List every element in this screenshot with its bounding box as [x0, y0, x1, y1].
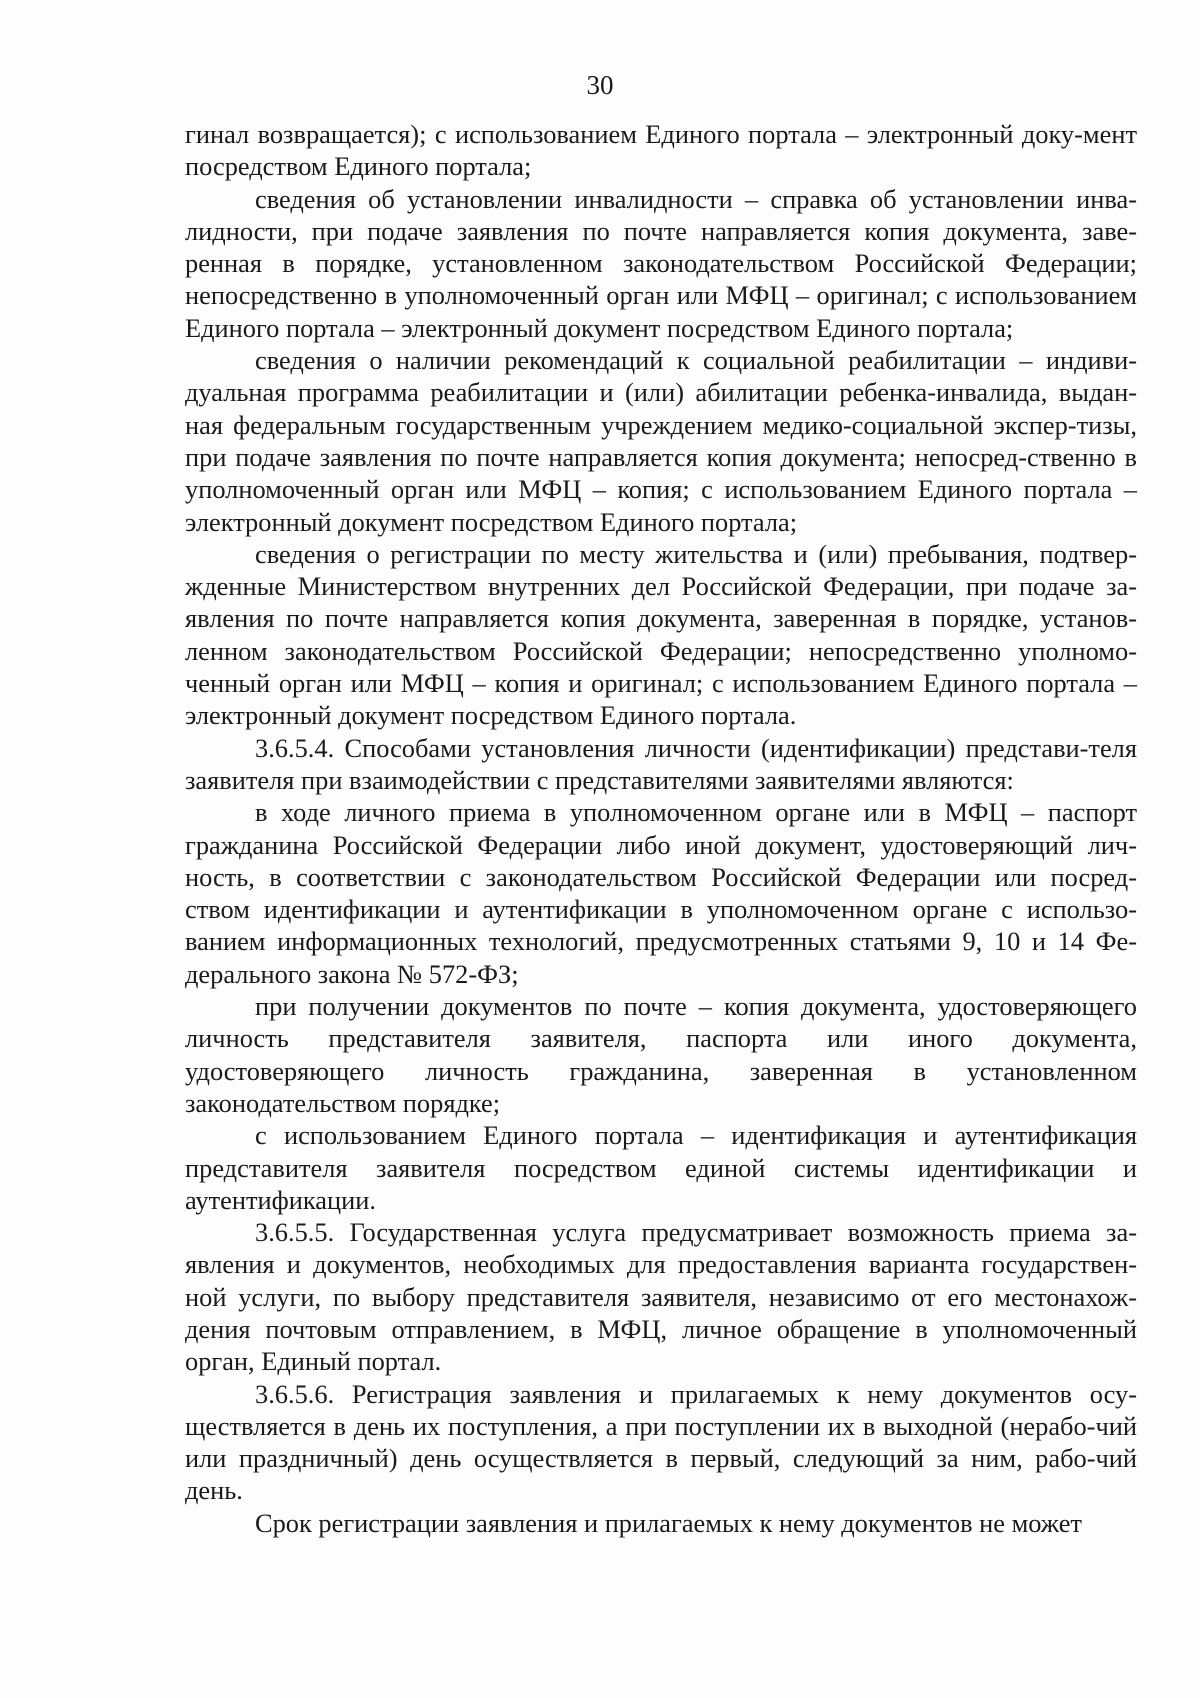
- paragraph-3-6-5-4: 3.6.5.4. Способами установления личности (идентификации) представи-теля заявителя при взаимодействии с представителями заявителями являются:: [185, 732, 1137, 795]
- page-number: 30: [586, 70, 614, 100]
- document-body: [185, 118, 1137, 1539]
- paragraph-single-portal: с использованием Единого портала – идентификация и аутентификация представителя заявителя посредством единой системы идентификации и аутентификации.: [185, 1120, 1137, 1215]
- paragraph-personal-reception: в ходе личного приема в уполномоченном органе или в МФЦ – паспорт гражданина Российской Федерации либо иной документ, удостоверяющий лич-ность, в соответствии с законодательством Российской Федерации или посред-ством идентификации и аутентификации в уполномоченном органе с использо-ванием информационных технологий, предусмотренных статьями 9, 10 и 14 Фе-дерального закона № 572-ФЗ;: [185, 797, 1137, 989]
- paragraph-registration-term: Срок регистрации заявления и прилагаемых к нему документов не может: [255, 1507, 1082, 1538]
- paragraph-rehabilitation-info: сведения о наличии рекомендаций к социальной реабилитации – индиви-дуальная программа реабилитации и (или) абилитации ребенка-инвалида, выдан-ная федеральным государственным учреждением медико-социальной экспер-тизы, при подаче заявления по почте направляется копия документа; непосред-ственно в уполномоченный орган или МФЦ – копия; с использованием Единого портала – электронный документ посредством Единого портала;: [185, 345, 1137, 537]
- paragraph-disability-info: сведения об установлении инвалидности – справка об установлении инва-лидности, при подаче заявления по почте направляется копия документа, заве-ренная в порядке, установленном законодательством Российской Федерации; непосредственно в уполномоченный орган или МФЦ – оригинал; с использованием Единого портала – электронный документ посредством Единого портала;: [185, 183, 1137, 343]
- paragraph-by-post: при получении документов по почте – копия документа, удостоверяющего личность представителя заявителя, паспорта или иного документа, удостоверяющего личность гражданина, заверенная в установленном законодательством порядке;: [185, 991, 1137, 1118]
- paragraph-3-6-5-5: 3.6.5.5. Государственная услуга предусматривает возможность приема за-явления и документов, необходимых для предоставления варианта государствен-ной услуги, по выбору представителя заявителя, независимо от его местонахож-дения почтовым отправлением, в МФЦ, личное обращение в уполномоченный орган, Единый портал.: [185, 1217, 1137, 1377]
- paragraph-registration-info: сведения о регистрации по месту жительства и (или) пребывания, подтвер-жденные Министерством внутренних дел Российской Федерации, при подаче за-явления по почте направляется копия документа, заверенная в порядке, установ-ленном законодательством Российской Федерации; непосредственно уполномо-ченный орган или МФЦ – копия и оригинал; с использованием Единого портала – электронный документ посредством Единого портала.: [185, 538, 1137, 731]
- paragraph-continuation: гинал возвращается); с использованием Единого портала – электронный доку-мент посредством Единого портала;: [185, 119, 1137, 182]
- paragraph-3-6-5-6: 3.6.5.6. Регистрация заявления и прилагаемых к нему документов осу-ществляется в день их поступления, а при поступлении их в выходной (нерабо-чий или праздничный) день осуществляется в первый, следующий за ним, рабо-чий день.: [185, 1378, 1137, 1506]
